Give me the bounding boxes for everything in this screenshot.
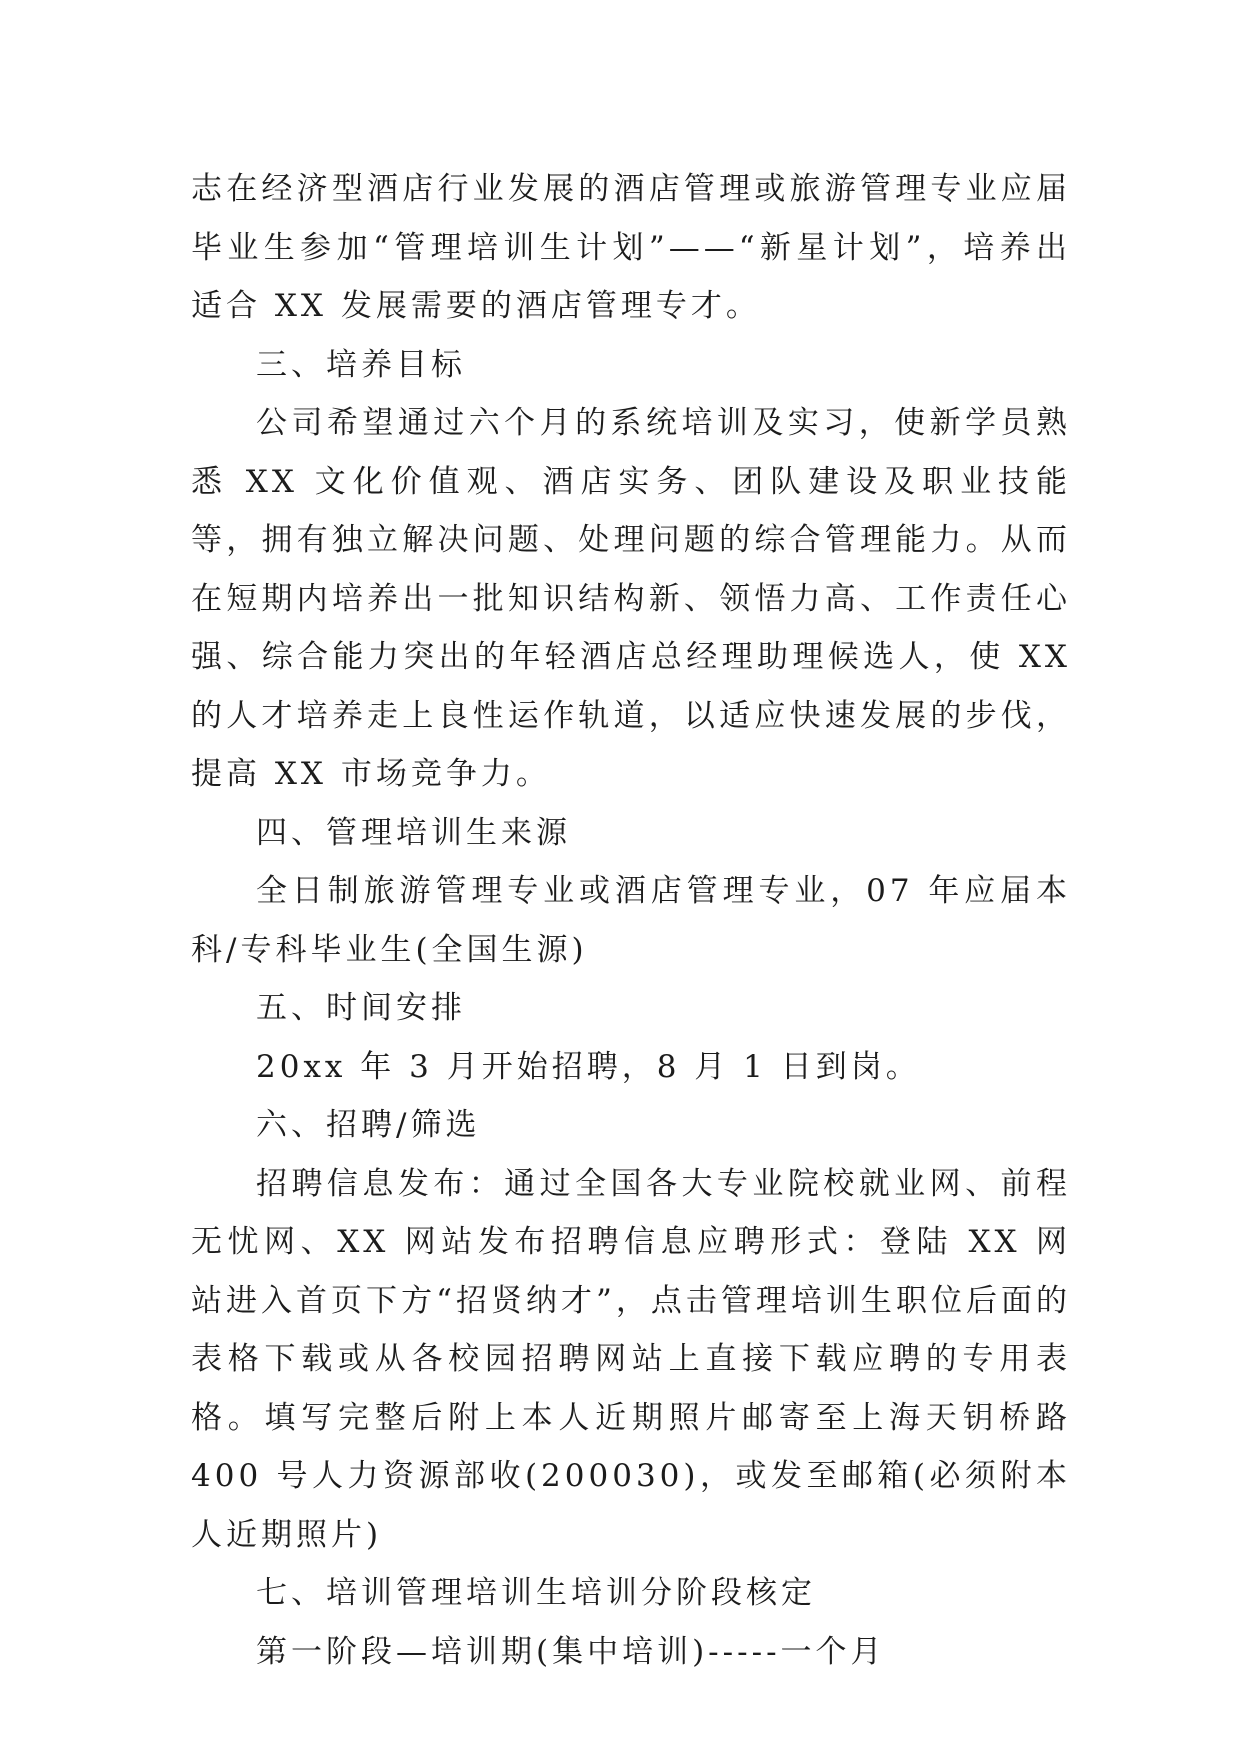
section-heading-source: 四、管理培训生来源 (256, 814, 571, 851)
paragraph-recruitment: 招聘信息发布：通过全国各大专业院校就业网、前程无忧网、XX 网站发布招聘信息应聘形式：登陆 XX 网站进入首页下方“招贤纳才”，点击管理培训生职位后面的表格下载或从各校园招聘网站上直接下载应聘的专用表格。填写完整后附上本人近期照片邮寄至上海天钥桥路 400 号人力资源部收(200030)，或发至邮箱(必须附本人近期照片) (191, 1165, 1071, 1553)
paragraph-source: 全日制旅游管理专业或酒店管理专业，07 年应届本科/专科毕业生(全国生源) (191, 873, 1071, 968)
document-body (191, 160, 1071, 1681)
paragraph-schedule: 20xx 年 3 月开始招聘，8 月 1 日到岗。 (256, 1048, 921, 1085)
section-heading-training: 七、培训管理培训生培训分阶段核定 (256, 1575, 816, 1611)
section-heading-schedule: 五、时间安排 (256, 990, 466, 1026)
paragraph-training-stage-one: 第一阶段—培训期(集中培训)-----一个月 (256, 1633, 886, 1670)
section-heading-recruitment: 六、招聘/筛选 (256, 1107, 481, 1143)
paragraph-goals: 公司希望通过六个月的系统培训及实习，使新学员熟悉 XX 文化价值观、酒店实务、团队建设及职业技能等，拥有独立解决问题、处理问题的综合管理能力。从而在短期内培养出一批知识结构新、领悟力高、工作责任心强、综合能力突出的年轻酒店总经理助理候选人，使 XX 的人才培养走上良性运作轨道，以适应快速发展的步伐，提高 XX 市场竞争力。 (191, 405, 1071, 792)
section-heading-goals: 三、培养目标 (256, 346, 466, 383)
paragraph-intro: 志在经济型酒店行业发展的酒店管理或旅游管理专业应届毕业生参加“管理培训生计划”——“新星计划”，培养出适合 XX 发展需要的酒店管理专才。 (191, 171, 1071, 324)
